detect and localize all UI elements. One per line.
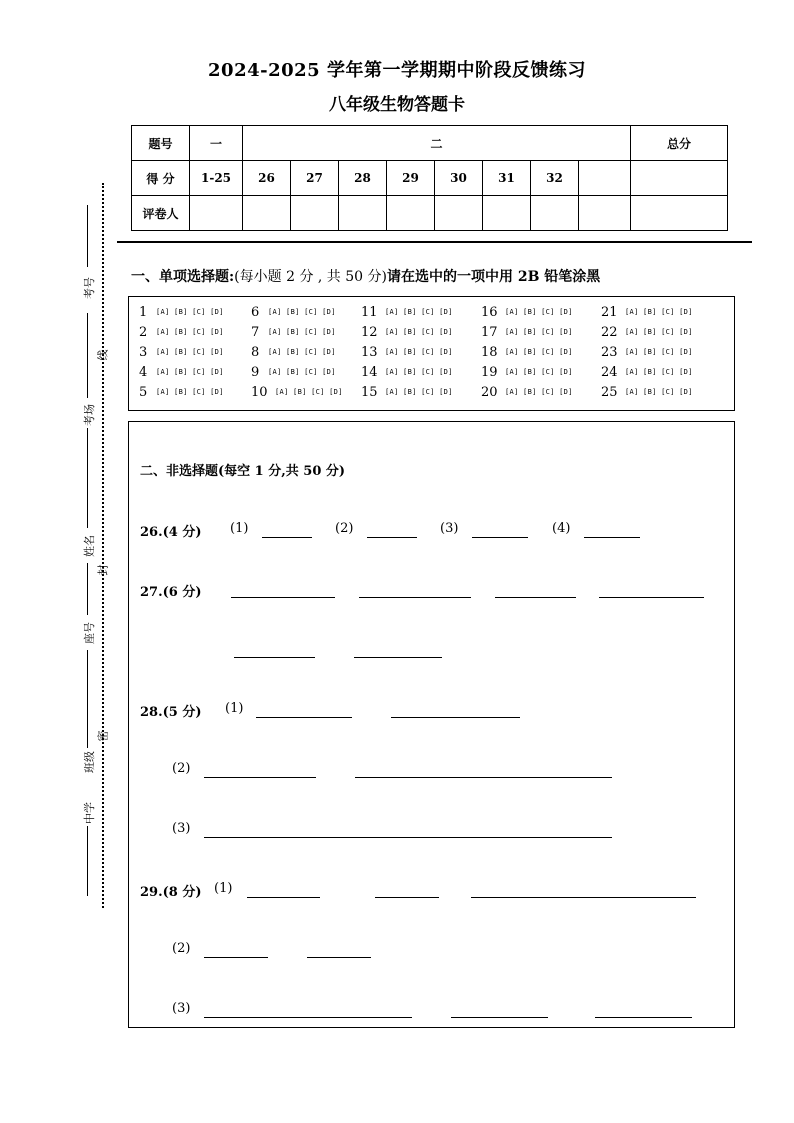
section1-instruction: 请在选中的一项中用 2B 铅笔涂黑 bbox=[386, 269, 601, 285]
mc-question[interactable] bbox=[251, 325, 336, 340]
score-header-cell: 一 bbox=[190, 126, 243, 161]
score-table-grader-row bbox=[132, 196, 728, 231]
mc-question[interactable] bbox=[601, 365, 693, 380]
answer-line[interactable] bbox=[584, 537, 640, 538]
q29-part: (3) bbox=[172, 1001, 191, 1016]
score-header-cell: 二 bbox=[243, 126, 631, 161]
grader-cell bbox=[243, 196, 291, 231]
answer-line[interactable] bbox=[599, 597, 704, 598]
mc-options[interactable]: [A] [B] [C] [D] bbox=[385, 328, 453, 336]
mc-question-number: 1 bbox=[139, 305, 148, 320]
score-question-cell: 29 bbox=[387, 161, 435, 196]
page-title: 2024-2025 学年第一学期期中阶段反馈练习 bbox=[208, 60, 586, 81]
answer-line[interactable] bbox=[451, 1017, 548, 1018]
mc-question-number: 24 bbox=[601, 365, 618, 380]
q28-part: (3) bbox=[172, 821, 191, 836]
mc-question-number: 18 bbox=[481, 345, 498, 360]
mc-options[interactable]: [A] [B] [C] [D] bbox=[156, 388, 224, 396]
mc-options[interactable]: [A] [B] [C] [D] bbox=[385, 308, 453, 316]
grader-cell bbox=[190, 196, 243, 231]
exam-no-field[interactable] bbox=[87, 205, 88, 267]
mc-question[interactable] bbox=[251, 305, 336, 320]
mc-question-number: 11 bbox=[361, 305, 378, 320]
mc-options[interactable]: [A] [B] [C] [D] bbox=[268, 348, 336, 356]
answer-line[interactable] bbox=[231, 597, 335, 598]
q28-part: (2) bbox=[172, 761, 191, 776]
q26-part: (1) bbox=[230, 521, 249, 536]
score-question-cell: 32 bbox=[531, 161, 579, 196]
page-subtitle: 八年级生物答题卡 bbox=[329, 95, 465, 115]
q26-label: 26.(4 分) bbox=[140, 525, 202, 540]
answer-line[interactable] bbox=[359, 597, 471, 598]
mc-options[interactable]: [A] [B] [C] [D] bbox=[268, 368, 336, 376]
mc-question[interactable] bbox=[361, 365, 453, 380]
mc-question[interactable] bbox=[361, 385, 453, 400]
grader-cell bbox=[339, 196, 387, 231]
score-header-cell: 总分 bbox=[631, 126, 728, 161]
answer-line[interactable] bbox=[204, 777, 316, 778]
mc-question[interactable] bbox=[139, 325, 224, 340]
mc-question-number: 13 bbox=[361, 345, 378, 360]
grader-cell bbox=[579, 196, 631, 231]
mc-question-number: 6 bbox=[251, 305, 260, 320]
mc-options[interactable]: [A] [B] [C] [D] bbox=[505, 388, 573, 396]
mc-question-number: 9 bbox=[251, 365, 260, 380]
mc-question-number: 20 bbox=[481, 385, 498, 400]
score-table-score-row bbox=[132, 161, 728, 196]
mc-question[interactable] bbox=[139, 385, 224, 400]
q28-part: (1) bbox=[225, 701, 244, 716]
score-question-cell: 26 bbox=[243, 161, 291, 196]
q26-part: (2) bbox=[335, 521, 354, 536]
answer-line[interactable] bbox=[375, 897, 439, 898]
score-question-cell: 30 bbox=[435, 161, 483, 196]
exam-no-label: 考号 bbox=[83, 277, 96, 299]
answer-line[interactable] bbox=[354, 657, 442, 658]
mc-question-number: 23 bbox=[601, 345, 618, 360]
mc-question-number: 17 bbox=[481, 325, 498, 340]
mc-question[interactable] bbox=[601, 305, 693, 320]
answer-line[interactable] bbox=[495, 597, 576, 598]
answer-line[interactable] bbox=[247, 897, 320, 898]
mc-question-number: 19 bbox=[481, 365, 498, 380]
mc-question[interactable] bbox=[481, 345, 573, 360]
mc-options[interactable]: [A] [B] [C] [D] bbox=[625, 348, 693, 356]
answer-line[interactable] bbox=[204, 957, 268, 958]
mc-options[interactable]: [A] [B] [C] [D] bbox=[625, 308, 693, 316]
mc-options[interactable]: [A] [B] [C] [D] bbox=[156, 308, 224, 316]
seat-no-field[interactable] bbox=[87, 563, 88, 615]
answer-line[interactable] bbox=[367, 537, 417, 538]
secret-label: 密 bbox=[96, 730, 110, 742]
q29-part: (2) bbox=[172, 941, 191, 956]
mc-options[interactable]: [A] [B] [C] [D] bbox=[156, 328, 224, 336]
answer-line[interactable] bbox=[204, 1017, 412, 1018]
score-table-header-row bbox=[132, 126, 728, 161]
mc-options[interactable]: [A] [B] [C] [D] bbox=[505, 368, 573, 376]
mc-question[interactable] bbox=[139, 345, 224, 360]
divider bbox=[117, 241, 752, 243]
section1-title: 一、单项选择题: bbox=[131, 269, 235, 285]
mc-options[interactable]: [A] [B] [C] [D] bbox=[625, 368, 693, 376]
mc-question[interactable] bbox=[361, 325, 453, 340]
score-label-cell: 得 分 bbox=[132, 161, 190, 196]
school-field[interactable] bbox=[87, 826, 88, 896]
mc-options[interactable]: [A] [B] [C] [D] bbox=[505, 348, 573, 356]
score-question-cell: 31 bbox=[483, 161, 531, 196]
answer-line[interactable] bbox=[307, 957, 371, 958]
answer-line[interactable] bbox=[204, 837, 612, 838]
mc-options[interactable]: [A] [B] [C] [D] bbox=[156, 368, 224, 376]
section1-heading bbox=[131, 266, 600, 286]
mc-question[interactable] bbox=[601, 345, 693, 360]
score-table bbox=[131, 125, 728, 231]
class-field[interactable] bbox=[87, 650, 88, 748]
exam-room-field[interactable] bbox=[87, 313, 88, 398]
score-question-cell: 27 bbox=[291, 161, 339, 196]
answer-line[interactable] bbox=[234, 657, 315, 658]
mc-options[interactable]: [A] [B] [C] [D] bbox=[505, 328, 573, 336]
answer-line[interactable] bbox=[391, 717, 520, 718]
score-question-cell: 1-25 bbox=[190, 161, 243, 196]
mc-options[interactable]: [A] [B] [C] [D] bbox=[625, 388, 693, 396]
grader-cell bbox=[387, 196, 435, 231]
answer-line[interactable] bbox=[472, 537, 528, 538]
q27-label: 27.(6 分) bbox=[140, 585, 202, 600]
score-empty-cell bbox=[579, 161, 631, 196]
mc-question[interactable] bbox=[251, 365, 336, 380]
mc-question-number: 2 bbox=[139, 325, 148, 340]
answer-line[interactable] bbox=[471, 897, 696, 898]
mc-question-number: 14 bbox=[361, 365, 378, 380]
cut-line-label: 线 bbox=[96, 349, 110, 361]
grader-cell bbox=[531, 196, 579, 231]
school-label: 中学 bbox=[83, 802, 96, 824]
mc-options[interactable]: [A] [B] [C] [D] bbox=[385, 388, 453, 396]
seal-label: 封 bbox=[96, 564, 110, 576]
mc-question[interactable] bbox=[361, 345, 453, 360]
score-header-cell: 题号 bbox=[132, 126, 190, 161]
q28-label: 28.(5 分) bbox=[140, 705, 202, 720]
mc-question-number: 8 bbox=[251, 345, 260, 360]
answer-line[interactable] bbox=[595, 1017, 692, 1018]
mc-question[interactable] bbox=[481, 385, 573, 400]
mc-question[interactable] bbox=[139, 305, 224, 320]
mc-question-number: 7 bbox=[251, 325, 260, 340]
mc-options[interactable]: [A] [B] [C] [D] bbox=[268, 328, 336, 336]
name-field[interactable] bbox=[87, 428, 88, 528]
q26-part: (3) bbox=[440, 521, 459, 536]
score-total-cell bbox=[631, 161, 728, 196]
answer-line[interactable] bbox=[262, 537, 312, 538]
mc-question-number: 12 bbox=[361, 325, 378, 340]
mc-options[interactable]: [A] [B] [C] [D] bbox=[625, 328, 693, 336]
score-question-cell: 28 bbox=[339, 161, 387, 196]
mc-question-number: 3 bbox=[139, 345, 148, 360]
mc-options[interactable]: [A] [B] [C] [D] bbox=[385, 368, 453, 376]
mc-question[interactable] bbox=[251, 345, 336, 360]
section1-note: (每小题 2 分 , 共 50 分) bbox=[234, 269, 387, 285]
grader-cell bbox=[483, 196, 531, 231]
class-label: 班级 bbox=[83, 751, 96, 773]
name-label: 姓名 bbox=[83, 535, 96, 557]
mc-question-number: 5 bbox=[139, 385, 148, 400]
grader-cell bbox=[291, 196, 339, 231]
mc-question-number: 4 bbox=[139, 365, 148, 380]
seat-no-label: 座号 bbox=[83, 622, 96, 644]
grader-cell bbox=[631, 196, 728, 231]
q26-part: (4) bbox=[552, 521, 571, 536]
mc-question-number: 10 bbox=[251, 385, 268, 400]
mc-question-number: 21 bbox=[601, 305, 618, 320]
section2-heading: 二、非选择题(每空 1 分,共 50 分) bbox=[140, 464, 346, 479]
mc-question[interactable] bbox=[481, 325, 573, 340]
q29-part: (1) bbox=[214, 881, 233, 896]
mc-question-number: 22 bbox=[601, 325, 618, 340]
q29-label: 29.(8 分) bbox=[140, 885, 202, 900]
mc-question[interactable] bbox=[251, 385, 343, 400]
binding-dotted-line bbox=[102, 183, 104, 908]
mc-question-number: 25 bbox=[601, 385, 618, 400]
mc-question[interactable] bbox=[481, 305, 573, 320]
multiple-choice-box bbox=[128, 296, 735, 411]
mc-options[interactable]: [A] [B] [C] [D] bbox=[268, 308, 336, 316]
grader-label-cell: 评卷人 bbox=[132, 196, 190, 231]
mc-question-number: 15 bbox=[361, 385, 378, 400]
exam-room-label: 考场 bbox=[83, 404, 96, 426]
grader-cell bbox=[435, 196, 483, 231]
mc-question[interactable] bbox=[361, 305, 453, 320]
mc-question-number: 16 bbox=[481, 305, 498, 320]
mc-options[interactable]: [A] [B] [C] [D] bbox=[275, 388, 343, 396]
mc-options[interactable]: [A] [B] [C] [D] bbox=[505, 308, 573, 316]
open-question-box bbox=[128, 421, 735, 1028]
answer-line[interactable] bbox=[256, 717, 352, 718]
mc-options[interactable]: [A] [B] [C] [D] bbox=[156, 348, 224, 356]
mc-question[interactable] bbox=[601, 325, 693, 340]
mc-question[interactable] bbox=[601, 385, 693, 400]
answer-line[interactable] bbox=[355, 777, 612, 778]
mc-options[interactable]: [A] [B] [C] [D] bbox=[385, 348, 453, 356]
mc-question[interactable] bbox=[139, 365, 224, 380]
mc-question[interactable] bbox=[481, 365, 573, 380]
